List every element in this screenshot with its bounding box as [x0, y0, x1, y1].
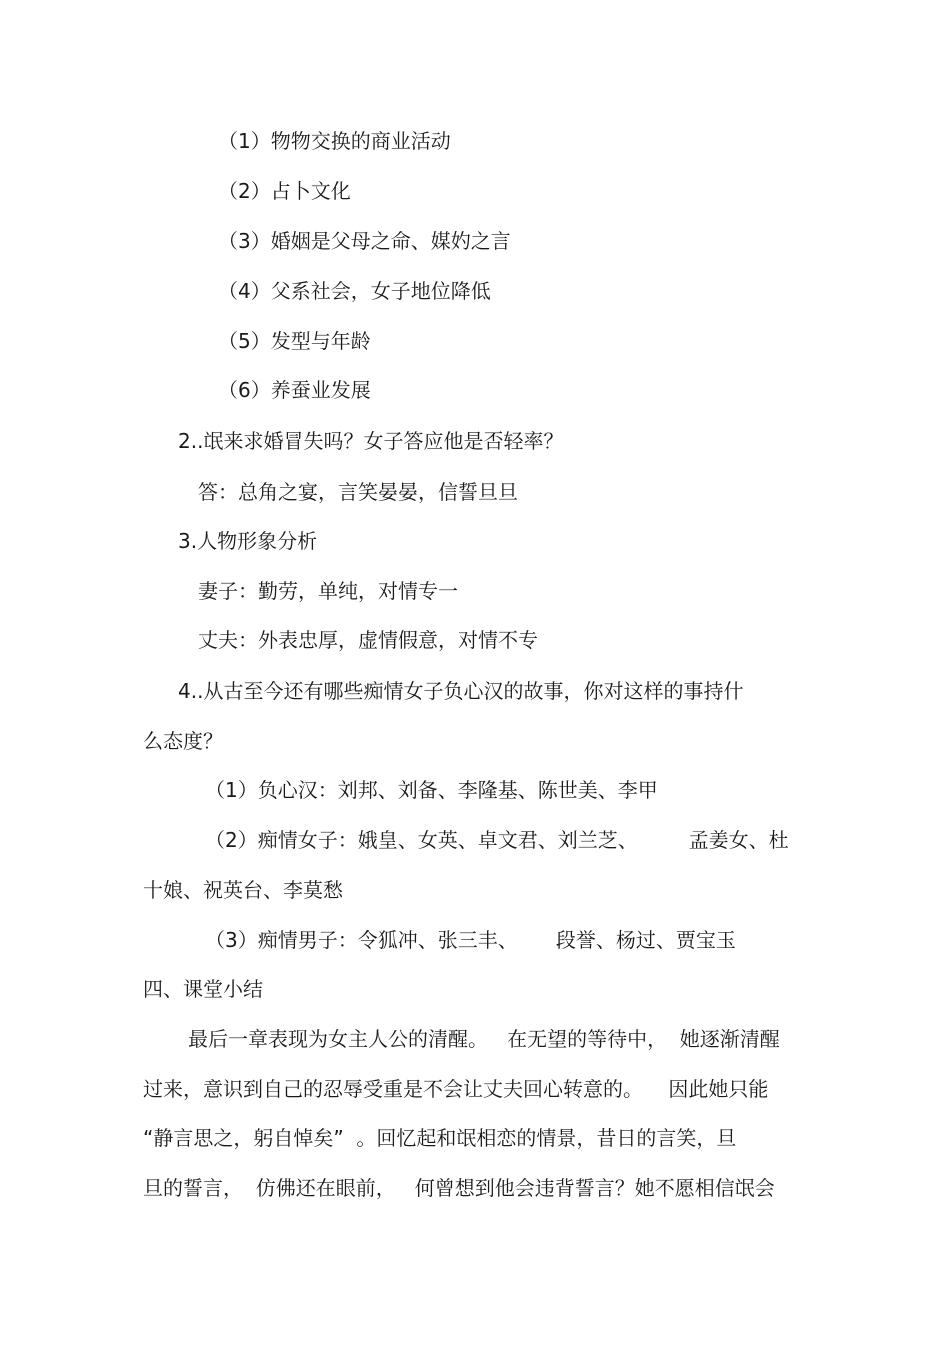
summary-line-1: 最后一章表现为女主人公的清醒。 在无望的等待中， 她逐渐清醒	[188, 1027, 780, 1051]
q4-item-3: （3）痴情男子：令狐冲、张三丰、 段誉、杨过、贾宝玉	[205, 928, 736, 952]
list-item-1: （1）物物交换的商业活动	[218, 129, 451, 153]
section-4-heading: 四、课堂小结	[143, 977, 263, 1001]
question-4-line-1: 4..从古至今还有哪些痴情女子负心汉的故事，你对这样的事持什	[178, 679, 744, 703]
question-4-line-2: 么态度？	[143, 729, 223, 753]
wife-description: 妻子：勤劳，单纯，对情专一	[198, 579, 458, 603]
question-3-heading: 3.人物形象分析	[178, 529, 318, 553]
summary-line-2: 过来，意识到自己的忍辱受重是不会让丈夫回心转意的。 因此她只能	[143, 1077, 769, 1101]
list-item-2: （2）占卜文化	[218, 179, 351, 203]
q4-item-2-line-1: （2）痴情女子：娥皇、女英、卓文君、刘兰芝、 孟姜女、杜	[205, 828, 789, 852]
summary-line-4: 旦的誓言， 仿佛还在眼前， 何曾想到他会违背誓言？她不愿相信氓会	[143, 1176, 775, 1200]
list-item-4: （4）父系社会，女子地位降低	[218, 279, 491, 303]
answer-2: 答：总角之宴，言笑晏晏，信誓旦旦	[198, 480, 518, 504]
summary-line-3: “静言思之，躬自悼矣” 。回忆起和氓相恋的情景，昔日的言笑，旦	[143, 1126, 737, 1150]
list-item-6: （6）养蚕业发展	[218, 378, 371, 402]
q4-item-1: （1）负心汉：刘邦、刘备、李隆基、陈世美、李甲	[205, 778, 658, 802]
question-2: 2..氓来求婚冒失吗？女子答应他是否轻率？	[178, 429, 564, 453]
q4-item-2-line-2: 十娘、祝英台、李莫愁	[143, 878, 343, 902]
list-item-5: （5）发型与年龄	[218, 329, 371, 353]
list-item-3: （3）婚姻是父母之命、媒妁之言	[218, 229, 511, 253]
husband-description: 丈夫：外表忠厚，虚情假意，对情不专	[198, 628, 538, 652]
